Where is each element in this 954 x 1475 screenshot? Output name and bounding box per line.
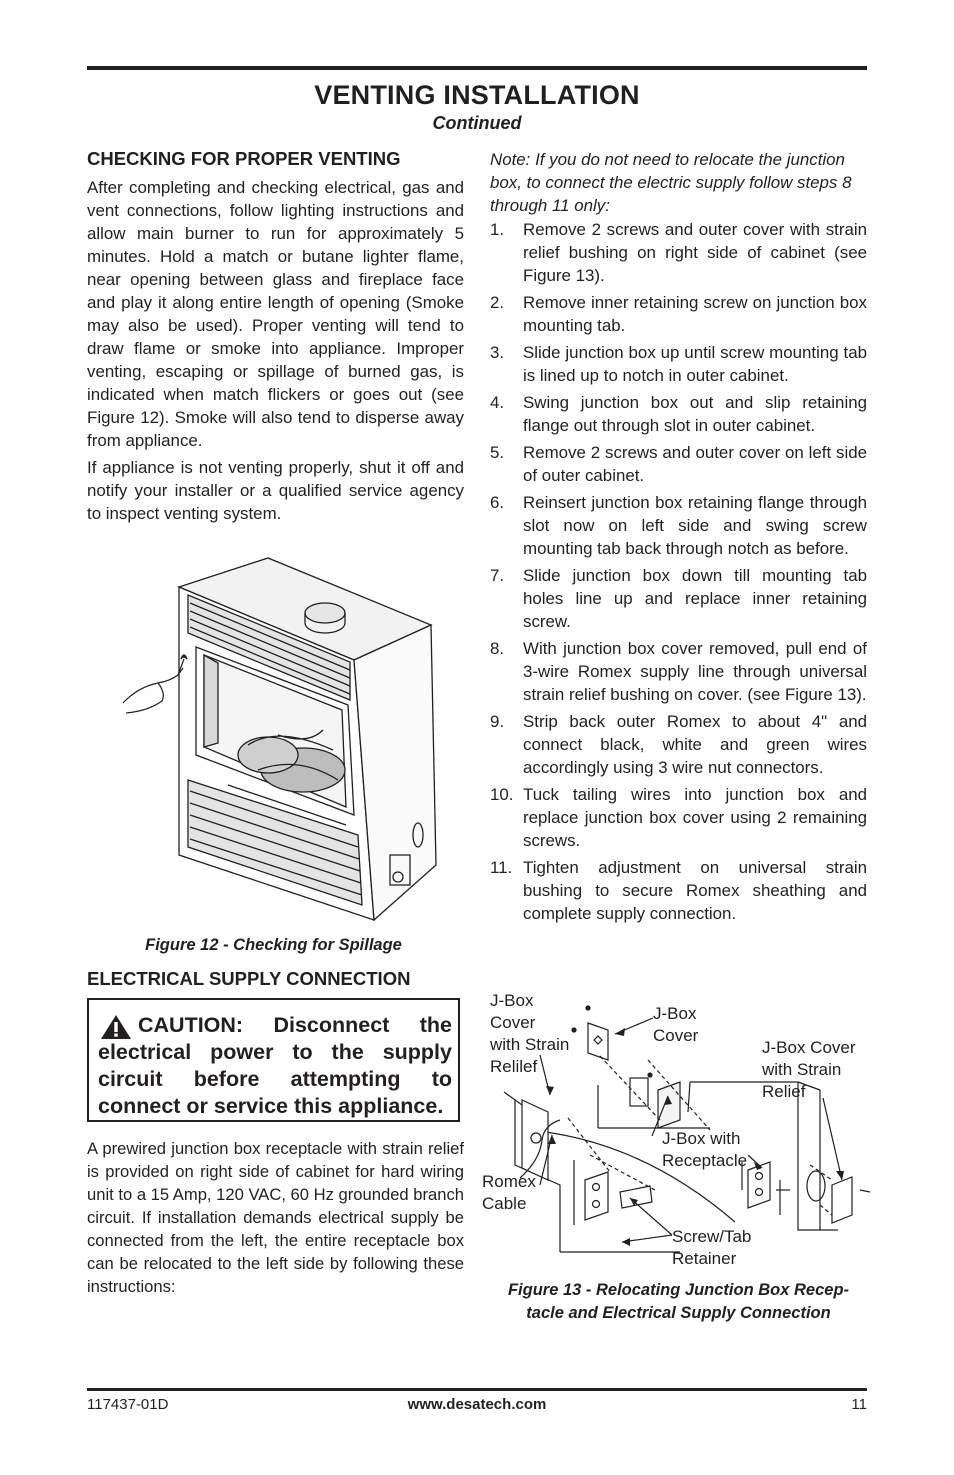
label-jbox-cover: J-Box Cover: [653, 1004, 699, 1045]
section-heading-electrical: ELECTRICAL SUPPLY CONNECTION: [87, 968, 411, 989]
step-item: 2. Remove inner retaining screw on junction box mounting tab.: [490, 293, 867, 335]
step-item: 5. Remove 2 screws and outer cover on left side of outer cabinet.: [490, 443, 867, 485]
label-jbox-receptacle: J-Box with Receptacle: [662, 1129, 748, 1170]
electrical-text: [87, 1137, 464, 1302]
venting-text: [87, 176, 464, 529]
step-item: 9. Strip back outer Romex to about 4" and connect black, white and green wires accordingly using 3 wire nut connectors.: [490, 712, 867, 777]
top-rule: [87, 66, 867, 70]
step-item: 7. Slide junction box down till mounting tab holes line up and replace inner retaining screw.: [490, 566, 867, 631]
figure-13-diagram: [480, 990, 872, 1270]
website-link[interactable]: www.desatech.com: [407, 1396, 547, 1413]
caution-text: CAUTION: Disconnect the electrical power to the supply circuit before attempting to connect or service this appliance.: [98, 1013, 452, 1118]
step-item: 11. Tighten adjustment on universal strain bushing to secure Romex sheathing and complete supply connection.: [490, 858, 867, 923]
step-item: 1. Remove 2 screws and outer cover with strain relief bushing on right side of cabinet (see Figure 13).: [490, 220, 867, 285]
label-romex-cable: Romex Cable: [482, 1172, 536, 1213]
label-jbox-strain-right: J-Box Cover with Strain Relief: [762, 1038, 856, 1101]
relocation-note: Note: If you do not need to relocate the junction box, to connect the electric supply follow steps 8 through 11 only:: [490, 150, 852, 215]
venting-paragraph-1: After completing and checking electrical, gas and vent connections, follow lighting instructions and allow main burner to run for approximately 5 minutes. Hold a match or butane lighter flame, near opening between glass and fireplace face and play it along entire length of opening (Smoke may also be used). Proper venting will tend to draw flame or smoke into appliance. Improper venting, escaping or spillage of burned gas, is indicated when match flickers or goes out (see Figure 12). Smoke will also tend to disperse away from appliance.: [87, 178, 464, 450]
document-number: 117437-01D: [87, 1396, 169, 1413]
figure-12-fireplace-illustration: [118, 555, 440, 927]
caution-box: [87, 998, 460, 1122]
step-item: 10. Tuck tailing wires into junction box and replace junction box cover using 2 remaining screws.: [490, 785, 867, 850]
page-number: 11: [851, 1396, 867, 1413]
venting-paragraph-2: If appliance is not venting properly, shut it off and notify your installer or a qualified service agency to inspect venting system.: [87, 458, 464, 523]
instruction-steps: [490, 218, 867, 929]
section-heading-venting: CHECKING FOR PROPER VENTING: [87, 148, 401, 169]
electrical-paragraph: A prewired junction box receptacle with strain relief is provided on right side of cabinet for hard wiring unit to a 15 Amp, 120 VAC, 60 Hz grounded branch circuit. If installation demands electrical supply be connected from the left, the entire receptacle box can be relocated to the left side by following these instructions:: [87, 1139, 464, 1296]
step-item: 6. Reinsert junction box retaining flange through slot now on left side and swing screw mounting tab back through notch as before.: [490, 493, 867, 558]
step-item: 3. Slide junction box up until screw mounting tab is lined up to notch in outer cabinet.: [490, 343, 867, 385]
page-title: VENTING INSTALLATION: [314, 80, 640, 110]
figure-12-caption: Figure 12 - Checking for Spillage: [145, 936, 402, 954]
page-subtitle: Continued: [432, 113, 522, 133]
label-jbox-strain-left: J-Box Cover with Strain Relilef: [490, 991, 570, 1076]
label-screw-tab-retainer: Screw/Tab Retainer: [672, 1227, 752, 1268]
figure-13-caption: Figure 13 - Relocating Junction Box Recep- tacle and Electrical Supply Connection: [507, 1281, 850, 1322]
bottom-rule: [87, 1388, 867, 1391]
step-item: 8. With junction box cover removed, pull end of 3-wire Romex supply line through universal strain relief bushing on cover. (see Figure 13).: [490, 639, 867, 704]
step-item: 4. Swing junction box out and slip retaining flange out through slot in outer cabinet.: [490, 393, 867, 435]
